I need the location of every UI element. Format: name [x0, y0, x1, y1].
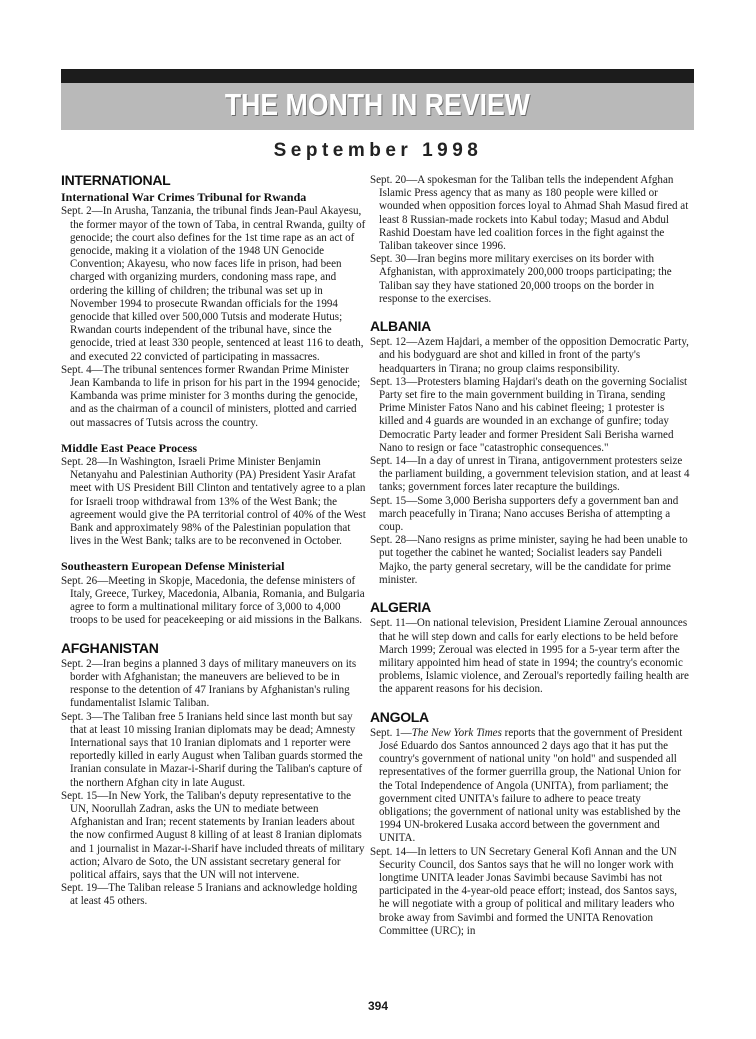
entry: Sept. 14—In a day of unrest in Tirana, antigovernment protesters seize the parliament building, a government television station, and at least 4 tanks; government forces later recapture the buildings.	[370, 455, 690, 494]
issue-month: September 1998	[273, 140, 483, 161]
section-heading-angola: ANGOLA	[370, 708, 429, 725]
entry: Sept. 3—The Taliban free 5 Iranians held since last month but say that at least 10 missing Iranian diplomats may be dead; Amnesty International says that 10 Iranian diplomats and 1 reporter were reportedly killed in early August when Taliban guards stormed the Iranian consulate in Mazar-i-Sharif during the Taliban's capture of the northern Afghan city in late August.	[61, 710, 363, 789]
entry: Sept. 14—In letters to UN Secretary General Kofi Annan and the UN Security Council, dos Santos says that he will no longer work with longtime UNITA leader Jonas Savimbi because Savimbi has not participated in the 4-year-old peace effort; instead, dos Santos says, he will negotiate with a group of political and military leaders who broke away from Savimbi and formed the UNITA Renovation Committee (URC); in	[370, 845, 678, 937]
entry: Sept. 19—The Taliban release 5 Iranians and acknowledge holding at least 45 others.	[61, 882, 358, 908]
top-rule	[61, 69, 694, 83]
entry: Sept. 30—Iran begins more military exercises on its border with Afghanistan, with approximately 200,000 troops participating; the Taliban say they have stationed 20,000 troops on the border in response to the exercises.	[370, 253, 672, 305]
page-title: THE MONTH IN REVIEW	[224, 87, 531, 122]
section-heading-albania: ALBANIA	[370, 318, 431, 335]
entry: Sept. 28—Nano resigns as prime minister, saying he had been unable to put together the cabinet he wanted; Socialist leaders say Pandeli Majko, the party general secretary, will be the candidate for prime minister.	[370, 534, 688, 586]
section-heading-afghanistan: AFGHANISTAN	[61, 639, 159, 656]
entry: Sept. 15—In New York, the Taliban's deputy representative to the UN, Noorullah Zadran, asks the UN to mediate between Afghanistan and Iran; recent statements by Iranian leaders about the now confirmed August 8 killing of at least 8 Iranian diplomats and 1 journalist in Mazar-i-Sharif have included threats of military action; Alvaro de Soto, the UN assistant secretary general for political affairs, says that the UN will not intervene.	[61, 789, 365, 881]
entry: Sept. 4—The tribunal sentences former Rwandan Prime Minister Jean Kambanda to life in prison for his part in the 1994 genocide; Kambanda was prime minister for 3 months during the genocide, and as the chairman of a council of ministers, plotted and carried out massacres of Tutsis across the country.	[61, 363, 361, 429]
subheading-southeastern-europe: Southeastern European Defense Ministerial	[61, 559, 285, 574]
entry: Sept. 26—Meeting in Skopje, Macedonia, the defense ministers of Italy, Greece, Turkey, Macedonia, Albania, Romania, and Bulgaria agree to form a multinational military force of 3,000 to 4,000 troops to be used for peacekeeping or aid missions in the Balkans.	[61, 574, 365, 627]
entry: Sept. 28—In Washington, Israeli Prime Minister Benjamin Netanyahu and Palestinian Authority (PA) President Yasir Arafat meet with US President Bill Clinton and tentatively agree to a plan for Israeli troop withdrawal from 13% of the West Bank; the agreement would give the PA territorial control of 40% of the West Bank and approximately 98% of the Palestinian population that lives in the West Bank; talks are to be reconvened in October.	[61, 456, 366, 548]
entry	[370, 727, 690, 846]
entry: Sept. 2—Iran begins a planned 3 days of military maneuvers on its border with Afghanistan; the maneuvers are believed to be in response to the detention of 47 Iranians by Afghanistan's ruling fundamentalist Islamic Taliban.	[61, 657, 357, 710]
page-number: 394	[367, 999, 389, 1013]
subheading-rwanda-tribunal: International War Crimes Tribunal for Rwanda	[61, 190, 307, 205]
section-heading-algeria: ALGERIA	[370, 599, 431, 616]
title-banner	[61, 83, 694, 130]
entry: Sept. 2—In Arusha, Tanzania, the tribunal finds Jean-Paul Akayesu, the former mayor of the town of Taba, in central Rwanda, guilty of genocide; the court also defines for the 1st time rape as an act of genocide, making it a violation of the 1948 UN Genocide Convention; Akayesu, who now faces life in prison, had been charged with organizing murders, condoning mass rape, and ordering the killing of children; the tribunal was set up in November 1994 to prosecute Rwandan officials for the 1994 genocide that killed over 500,000 Tutsis and moderate Hutus; Rwandan courts independent of the tribunal have, since the genocide, tried at least 330 people, sentenced at least 116 to death, and executed 22 convicted of participating in massacres.	[61, 205, 366, 363]
entry: Sept. 12—Azem Hajdari, a member of the opposition Democratic Party, and his bodyguard are shot and killed in front of the party's headquarters in Tirana; no group claims responsibility.	[370, 336, 689, 375]
entry: Sept. 15—Some 3,000 Berisha supporters defy a government ban and march peacefully in Tirana; Nano accuses Berisha of attempting a coup.	[370, 494, 679, 534]
subheading-middle-east: Middle East Peace Process	[61, 440, 198, 455]
left-column	[61, 174, 367, 909]
publication-name: The New York Times	[411, 726, 502, 739]
entry-date: Sept. 1—	[370, 726, 412, 739]
section-heading-international: INTERNATIONAL	[61, 172, 171, 188]
right-column	[370, 174, 690, 938]
entry: Sept. 20—A spokesman for the Taliban tells the independent Afghan Islamic Press agency that as many as 180 people were killed or wounded when opposition forces loyal to Ahmad Shah Masud fired at least 8 Russian-made rockets into Kabul today; Masud and Abdul Rashid Doestam have led coalition forces in the fight against the Taliban takeover since 1996.	[370, 174, 689, 253]
entry-text: reports that the government of President José Eduardo dos Santos announced 2 days ago that it has put the country's government of national unity "on hold" and suspended all representatives of the former guerrilla group, the National Union for the Total Independence of Angola (UNITA), from parliament; the government cited UNITA's failure to adhere to peace treaty obligations; the government of national unity was established by the 1994 UN-brokered Lusaka accord between the government and UNITA.	[379, 726, 683, 845]
entry: Sept. 11—On national television, President Liamine Zeroual announces that he will step down and calls for early elections to be held before March 1999; Zeroual was elected in 1995 for a 5-year term after the military appointed him head of state in 1994; the country's economic problems, Islamic violence, and Zeroual's reportedly failing health are the apparent reasons for his decision.	[370, 617, 689, 696]
entry: Sept. 13—Protesters blaming Hajdari's death on the governing Socialist Party set fire to the main government building in Tirana, sending Prime Minister Fatos Nano and his cabinet fleeing; 1 protester is killed and 4 guards are wounded in an exchange of gunfire; today Democratic Party leader and former President Sali Berisha warned Nano to resign or face "catastrophic consequences."	[370, 375, 688, 454]
